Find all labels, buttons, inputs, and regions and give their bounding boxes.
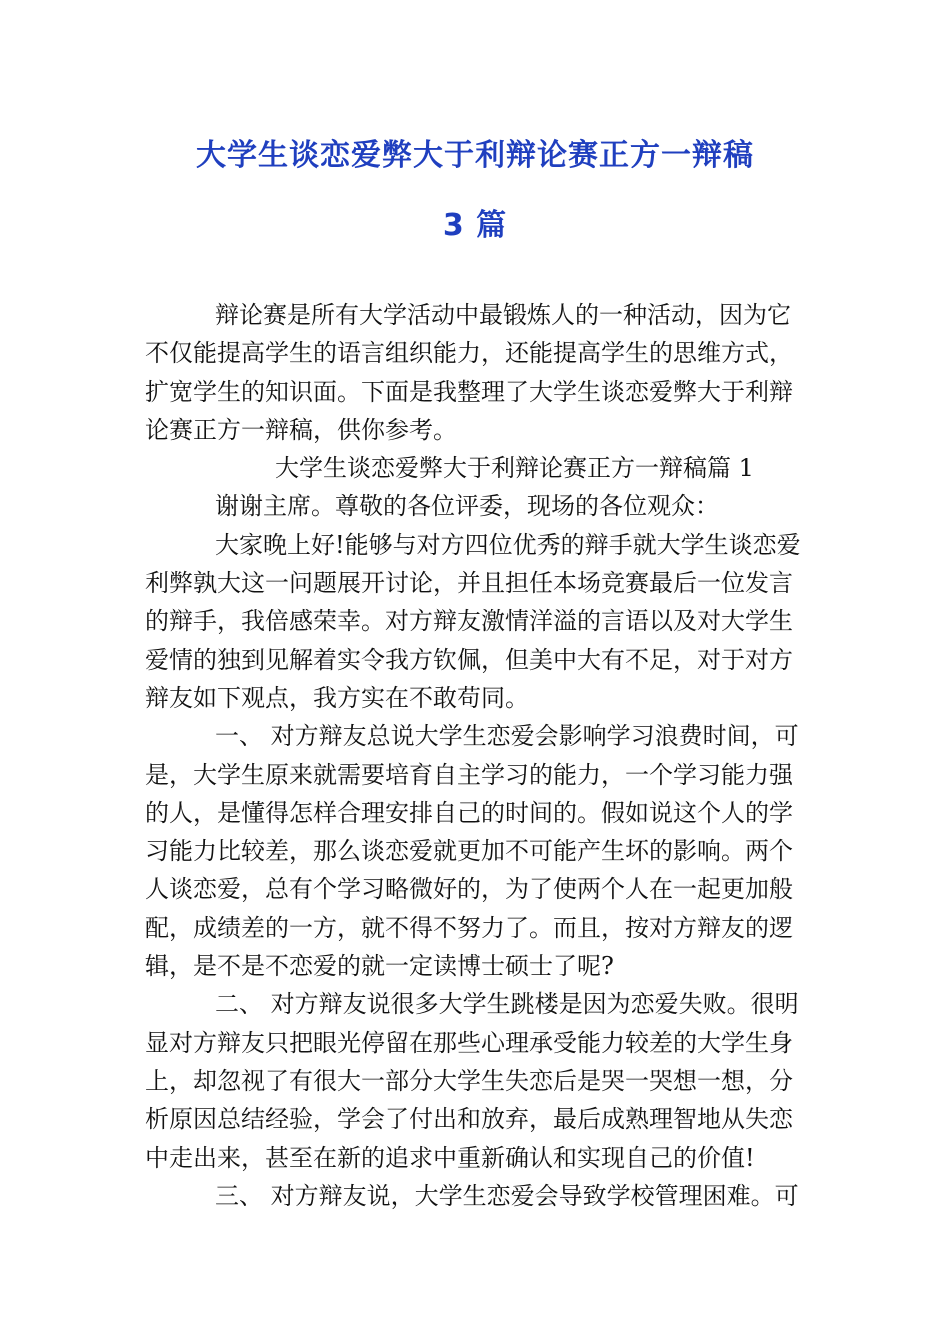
text-line: 扩宽学生的知识面。下面是我整理了大学生谈恋爱弊大于利辩 <box>145 377 793 406</box>
text-line: 辑，是不是不恋爱的就一定读博士硕士了呢? <box>145 952 614 981</box>
text-line: 习能力比较差，那么谈恋爱就更加不可能产生坏的影响。两个 <box>145 837 793 866</box>
text-line: 论赛正方一辩稿，供你参考。 <box>145 415 457 444</box>
section-heading: 大学生谈恋爱弊大于利辩论赛正方一辩稿篇 1 <box>275 454 754 483</box>
text-line: 人谈恋爱，总有个学习略微好的，为了使两个人在一起更加般 <box>145 875 793 904</box>
text-line: 二、 对方辩友说很多大学生跳楼是因为恋爱失败。很明 <box>215 990 799 1019</box>
text-line: 辩论赛是所有大学活动中最锻炼人的一种活动，因为它 <box>215 301 791 329</box>
text-line: 不仅能提高学生的语言组织能力，还能提高学生的思维方式， <box>145 339 793 368</box>
text-line: 是，大学生原来就需要培育自主学习的能力，一个学习能力强 <box>145 760 793 789</box>
text-line: 的人，是懂得怎样合理安排自己的时间的。假如说这个人的学 <box>145 798 793 827</box>
document-title-line2: 3 篇 <box>442 208 508 243</box>
text-line: 大家晚上好!能够与对方四位优秀的辩手就大学生谈恋爱 <box>215 530 801 559</box>
text-line: 显对方辩友只把眼光停留在那些心理承受能力较差的大学生身 <box>145 1028 793 1057</box>
text-line: 谢谢主席。尊敬的各位评委，现场的各位观众： <box>215 492 719 521</box>
text-line: 爱情的独到见解着实令我方钦佩，但美中大有不足，对于对方 <box>145 645 793 674</box>
text-line: 利弊孰大这一问题展开讨论，并且担任本场竞赛最后一位发言 <box>145 569 793 598</box>
text-line: 配，成绩差的一方，就不得不努力了。而且，按对方辩友的逻 <box>145 913 793 942</box>
text-line: 析原因总结经验，学会了付出和放弃，最后成熟理智地从失恋 <box>145 1105 793 1134</box>
document-body <box>145 296 810 1215</box>
text-line: 三、 对方辩友说，大学生恋爱会导致学校管理困难。可 <box>215 1181 799 1210</box>
text-line: 的辩手，我倍感荣幸。对方辩友激情洋溢的言语以及对大学生 <box>145 607 793 636</box>
text-line: 上，却忽视了有很大一部分大学生失恋后是哭一哭想一想，分 <box>145 1066 793 1095</box>
text-line: 中走出来，甚至在新的追求中重新确认和实现自己的价值! <box>145 1143 755 1172</box>
text-line: 一、 对方辩友总说大学生恋爱会影响学习浪费时间，可 <box>215 722 799 751</box>
document-title-line1: 大学生谈恋爱弊大于利辩论赛正方一辩稿 <box>196 138 754 173</box>
text-line: 辩友如下观点，我方实在不敢苟同。 <box>145 683 529 712</box>
